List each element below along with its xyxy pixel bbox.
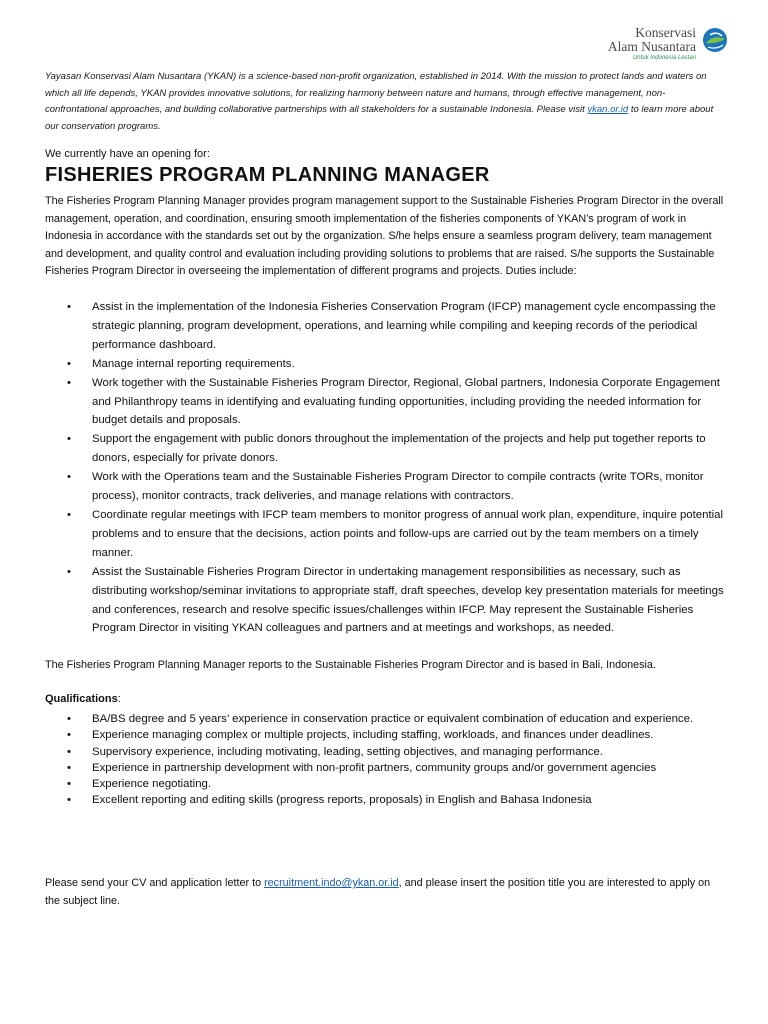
duty-item: • Coordinate regular meetings with IFCP team members to monitor progress of annual work plan, expenditure, inquire potential problems and to ensure that the decisions, action points and follow-ups are carried out by the team members on a timely manner.	[45, 506, 735, 563]
intro-text-end: to learn more about our conservation programs.	[45, 104, 714, 132]
reporting-line: The Fisheries Program Planning Manager reports to the Sustainable Fisheries Program Director and is based in Bali, Indonesia.	[45, 659, 656, 671]
logo-line-2: Alam Nusantara	[607, 39, 696, 54]
qualification-item: • Supervisory experience, including motivating, leading, setting objectives, and managing performance.	[45, 744, 735, 760]
duty-item: • Assist the Sustainable Fisheries Program Director in undertaking management responsibilities as necessary, such as distributing workshop/seminar invitations to appropriate staff, draft speeches, develop key presentation materials for meetings and conferences, research and resolve specific issues/challenges within IFCP. May represent the Sustainable Fisheries Program Director in visiting YKAN colleagues and partners and at meetings and workshops, as needed.	[45, 563, 735, 639]
duty-item: • Assist in the implementation of the Indonesia Fisheries Conservation Program (IFCP) management cycle encompassing the strategic planning, program development, operations, and learning while compiling and keeping records of the periodical performance dashboard.	[45, 298, 735, 355]
closing-text-end: , and please insert the position title you are interested to apply on the subject line.	[45, 877, 711, 907]
duty-item: • Work with the Operations team and the Sustainable Fisheries Program Director to compile contracts (write TORs, monitor process), monitor contracts, track deliveries, and manage relations with contractors.	[45, 468, 735, 506]
organization-intro	[45, 69, 725, 135]
duty-item: • Support the engagement with public donors throughout the implementation of the projects and help put together reports to donors, especially for private donors.	[45, 430, 735, 468]
logo-line-1: Konservasi	[635, 25, 696, 40]
qualifications-heading-colon: :	[117, 693, 121, 705]
ykan-website-link[interactable]: ykan.or.id	[587, 104, 629, 115]
qualification-item: • Experience negotiating.	[45, 776, 735, 792]
intro-text: Yayasan Konservasi Alam Nusantara (YKAN) is a science-based non-profit organization, established in 2014. With the mission to protect lands and waters on which all life depends, YKAN provides innovative solutions, for realizing harmony between nature and humans, through effective management, non-confrontational approaches, and building collaborative partnerships with all stakeholders for a sustainable Indonesia. Please visit	[45, 71, 707, 115]
ykan-logo	[553, 24, 728, 64]
duty-item: • Manage internal reporting requirements.	[45, 355, 735, 374]
job-description: The Fisheries Program Planning Manager provides program management support to the Sustainable Fisheries Program Director in the overall management, operation, and coordination, ensuring smooth implementation of the fisheries components of YKAN’s program of work in Indonesia in accordance with the standards set out by the organization. S/he helps ensure a seamless program delivery, team management and development, and quality control and evaluation including providing solutions to problems that are raised. S/he supports the Sustainable Fisheries Program Director in overseeing the implementation of different programs and projects. Duties include:	[45, 195, 724, 278]
duty-item: • Work together with the Sustainable Fisheries Program Director, Regional, Global partners, Indonesia Corporate Engagement and Philanthropy teams in identifying and evaluating funding opportunities, including providing the needed information for budget details and proposals.	[45, 374, 735, 431]
opening-text: We currently have an opening for:	[45, 148, 210, 160]
qualification-item: • BA/BS degree and 5 years’ experience in conservation practice or equivalent combination of education and experience.	[45, 711, 735, 727]
qualification-item: • Experience in partnership development with non-profit partners, community groups and/or government agencies	[45, 760, 735, 776]
duties-list	[45, 298, 735, 638]
closing-text: Please send your CV and application letter to	[45, 877, 265, 889]
application-instructions	[45, 875, 725, 910]
globe-leaf-icon	[702, 27, 728, 53]
qualification-item: • Excellent reporting and editing skills (progress reports, proposals) in English and Bahasa Indonesia	[45, 792, 735, 808]
job-title: FISHERIES PROGRAM PLANNING MANAGER	[45, 164, 490, 186]
logo-tagline: Untuk Indonesia Lestari	[632, 55, 696, 61]
qualification-item: • Experience managing complex or multiple projects, including staffing, workloads, and finances under deadlines.	[45, 727, 735, 743]
logo-wordmark	[608, 26, 696, 62]
qualifications-heading	[45, 693, 121, 705]
qualifications-list	[45, 711, 735, 809]
recruitment-email-link[interactable]: recruitment.indo@ykan.or.id	[264, 877, 399, 889]
qualifications-heading-text: Qualifications	[45, 693, 118, 705]
